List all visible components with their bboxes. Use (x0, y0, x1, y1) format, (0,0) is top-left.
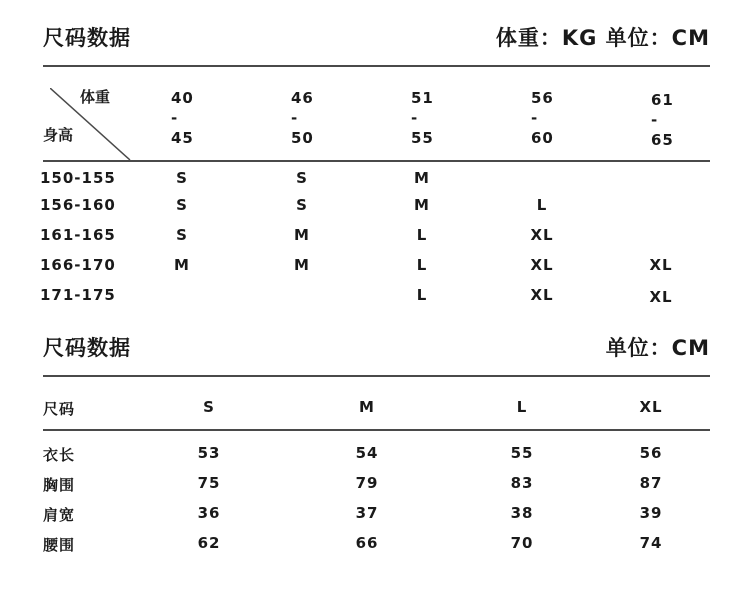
weight-column-header: 56 - 60 (531, 89, 554, 147)
measurement-label: 腰围 (43, 536, 76, 554)
measurement-value: 54 (355, 444, 379, 462)
measurement-value: 55 (510, 444, 534, 462)
measurement-value: 62 (197, 534, 221, 552)
size-cell: L (416, 286, 428, 304)
height-range: 156-160 (40, 196, 116, 214)
weight-column-header: 51 - 55 (411, 89, 434, 147)
size-cell: XL (530, 286, 554, 304)
size-cell: S (176, 226, 188, 244)
height-range: 171-175 (40, 286, 116, 304)
size-cell: M (174, 256, 190, 274)
table2-top-divider (43, 375, 710, 377)
size-cell: M (414, 196, 430, 214)
measurement-value: 56 (639, 444, 663, 462)
weight-column-header: 61 - 65 (651, 91, 674, 149)
header-size: M (359, 398, 375, 416)
header-size-label: 尺码 (43, 400, 76, 418)
size-cell: S (296, 196, 308, 214)
height-range: 161-165 (40, 226, 116, 244)
size-cell: S (176, 196, 188, 214)
size-cell: XL (649, 288, 673, 306)
header-size: XL (639, 398, 663, 416)
measurement-value: 87 (639, 474, 663, 492)
table2-header-divider (43, 429, 710, 431)
measurement-value: 38 (510, 504, 534, 522)
measurement-value: 39 (639, 504, 663, 522)
size-cell: XL (649, 256, 673, 274)
size-cell: XL (530, 256, 554, 274)
measurement-value: 70 (510, 534, 534, 552)
weight-column-header: 40 - 45 (171, 89, 194, 147)
measurement-label: 胸围 (43, 476, 76, 494)
height-range: 150-155 (40, 169, 116, 187)
corner-height-label: 身高 (43, 126, 74, 144)
measurement-value: 36 (197, 504, 221, 522)
measurement-value: 37 (355, 504, 379, 522)
size-cell: L (536, 196, 548, 214)
measurement-value: 66 (355, 534, 379, 552)
table1-header-divider (43, 160, 710, 162)
size-cell: M (414, 169, 430, 187)
measurement-value: 83 (510, 474, 534, 492)
measurement-value: 75 (197, 474, 221, 492)
measurement-label: 肩宽 (43, 506, 76, 524)
size-cell: M (294, 256, 310, 274)
table1-top-divider (43, 65, 710, 67)
size-cell: M (294, 226, 310, 244)
size-cell: L (416, 226, 428, 244)
measurement-label: 衣长 (43, 446, 76, 464)
measurement-table-title: 尺码数据 (43, 336, 131, 360)
weight-column-header: 46 - 50 (291, 89, 314, 147)
corner-weight-label: 体重 (80, 88, 111, 106)
size-cell: S (176, 169, 188, 187)
size-table-title: 尺码数据 (43, 26, 131, 50)
size-table-unit: 体重：KG 单位：CM (495, 26, 710, 50)
measurement-value: 74 (639, 534, 663, 552)
measurement-value: 79 (355, 474, 379, 492)
height-range: 166-170 (40, 256, 116, 274)
size-cell: L (416, 256, 428, 274)
size-cell: S (296, 169, 308, 187)
size-cell: XL (530, 226, 554, 244)
measurement-table-unit: 单位：CM (605, 336, 710, 360)
header-size: L (516, 398, 528, 416)
header-size: S (203, 398, 215, 416)
measurement-value: 53 (197, 444, 221, 462)
